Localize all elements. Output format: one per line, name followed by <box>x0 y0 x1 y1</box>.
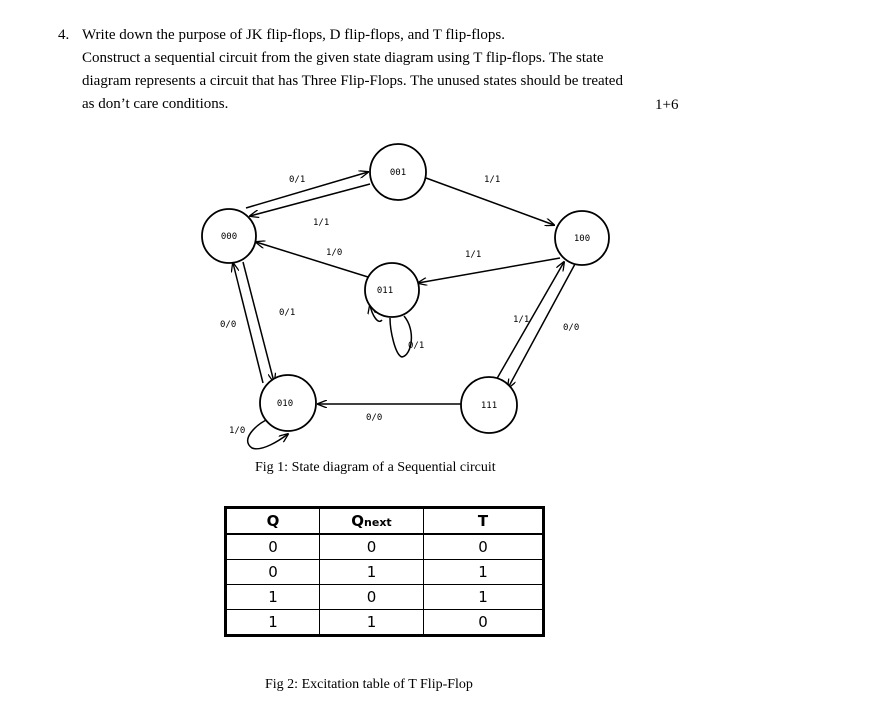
label-001-000: 1/1 <box>313 218 330 228</box>
cell-qnext: 0 <box>320 534 424 560</box>
excitation-table <box>224 506 545 637</box>
question-line-2: Construct a sequential circuit from the given state diagram using T flip-flops. The state <box>82 50 604 66</box>
cell-t: 0 <box>424 534 544 560</box>
edge-111-100 <box>495 262 564 382</box>
cell-q: 0 <box>226 534 320 560</box>
state-100-label: 100 <box>573 234 591 244</box>
state-000-label: 000 <box>220 232 238 242</box>
label-010-self: 1/0 <box>229 426 246 436</box>
cell-qnext: 1 <box>320 610 424 636</box>
label-100-011: 1/1 <box>465 250 482 260</box>
table-row <box>226 560 544 585</box>
question-marks: 1+6 <box>655 97 679 113</box>
label-000-010: 0/1 <box>279 308 296 318</box>
cell-q: 0 <box>226 560 320 585</box>
edge-001-100 <box>426 178 554 225</box>
fig2-caption: Fig 2: Excitation table of T Flip-Flop <box>265 677 473 692</box>
edge-011-000 <box>256 242 368 277</box>
state-001-label: 001 <box>389 168 407 178</box>
label-011-000: 1/0 <box>326 248 343 258</box>
question-line-1: Write down the purpose of JK flip-flops, D flip-flops, and T flip-flops. <box>82 27 505 43</box>
header-q: Q <box>226 508 320 535</box>
table-header-row <box>226 508 544 535</box>
cell-qnext: 1 <box>320 560 424 585</box>
label-001-100: 1/1 <box>484 175 501 185</box>
label-000-001: 0/1 <box>289 175 306 185</box>
cell-t: 1 <box>424 560 544 585</box>
cell-t: 0 <box>424 610 544 636</box>
table-row <box>226 585 544 610</box>
cell-q: 1 <box>226 610 320 636</box>
cell-q: 1 <box>226 585 320 610</box>
label-011-self: 0/1 <box>408 341 425 351</box>
label-010-000: 0/0 <box>220 320 237 330</box>
edge-100-011 <box>418 258 560 283</box>
table-row <box>226 534 544 560</box>
label-111-010: 0/0 <box>366 413 383 423</box>
fig1-caption: Fig 1: State diagram of a Sequential circuit <box>255 460 496 475</box>
label-111-100: 1/1 <box>513 315 530 325</box>
state-010-label: 010 <box>276 399 294 409</box>
cell-qnext: 0 <box>320 585 424 610</box>
question-number: 4. <box>58 27 70 43</box>
table-row <box>226 610 544 636</box>
state-011-label: 011 <box>376 286 394 296</box>
label-100-111: 0/0 <box>563 323 580 333</box>
header-t: T <box>424 508 544 535</box>
question-line-3: diagram represents a circuit that has Three Flip-Flops. The unused states should be treated <box>82 73 623 89</box>
state-111-label: 111 <box>480 401 498 411</box>
header-qnext: Qnext <box>320 508 424 535</box>
cell-t: 1 <box>424 585 544 610</box>
question-line-4: as don’t care conditions. <box>82 96 229 112</box>
